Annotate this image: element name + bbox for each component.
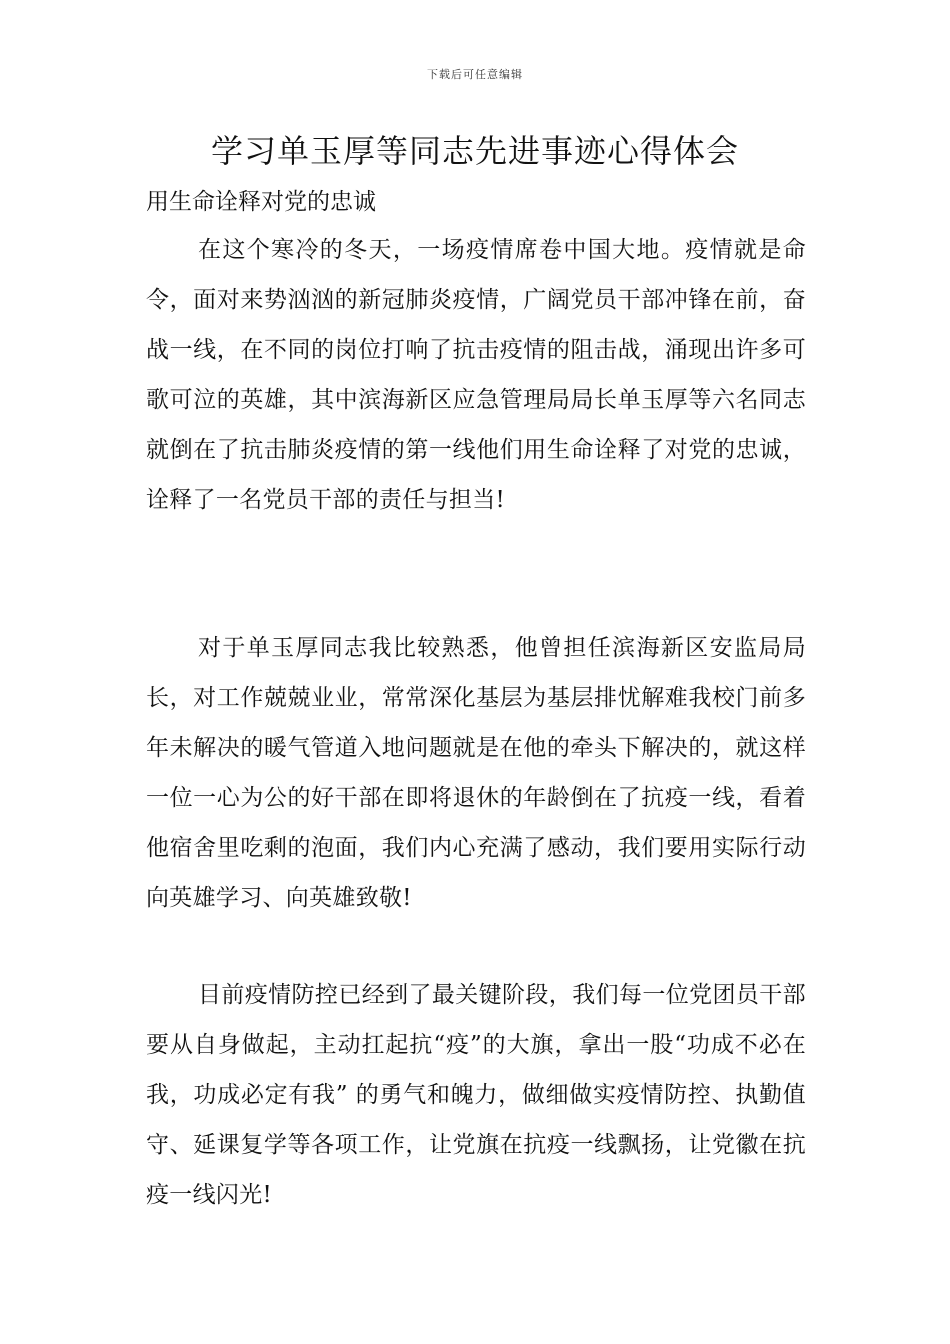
body-paragraph-2: 对于单玉厚同志我比较熟悉，他曾担任滨海新区安监局局长，对工作兢兢业业，常常深化基层为基层排忧解难我校门前多年未解决的暖气管道入地问题就是在他的牵头下解决的，就这样一位一心为公的好干部在即将退休的年龄倒在了抗疫一线，看着他宿舍里吃剩的泡面，我们内心充满了感动，我们要用实际行动向英雄学习、向英雄致敬! bbox=[146, 635, 806, 911]
document-subtitle: 用生命诠释对党的忠诚 bbox=[146, 189, 376, 215]
body-paragraph-3: 目前疫情防控已经到了最关键阶段，我们每一位党团员干部要从自身做起，主动扛起抗“疫”的大旗，拿出一股“功成不必在我，功成必定有我” 的勇气和魄力，做细做实疫情防控、执勤值守、延课复学等各项工作，让党旗在抗疫一线飘扬，让党徽在抗疫一线闪光! bbox=[146, 982, 806, 1208]
document-title: 学习单玉厚等同志先进事迹心得体会 bbox=[210, 132, 739, 170]
body-paragraph-1: 在这个寒冷的冬天，一场疫情席卷中国大地。疫情就是命令，面对来势汹汹的新冠肺炎疫情，广阔党员干部冲锋在前，奋战一线，在不同的岗位打响了抗击疫情的阻击战，涌现出许多可歌可泣的英雄，其中滨海新区应急管理局局长单玉厚等六名同志就倒在了抗击肺炎疫情的第一线他们用生命诠释了对党的忠诚，诠释了一名党员干部的责任与担当! bbox=[146, 237, 806, 513]
header-note: 下载后可任意编辑 bbox=[427, 68, 523, 81]
